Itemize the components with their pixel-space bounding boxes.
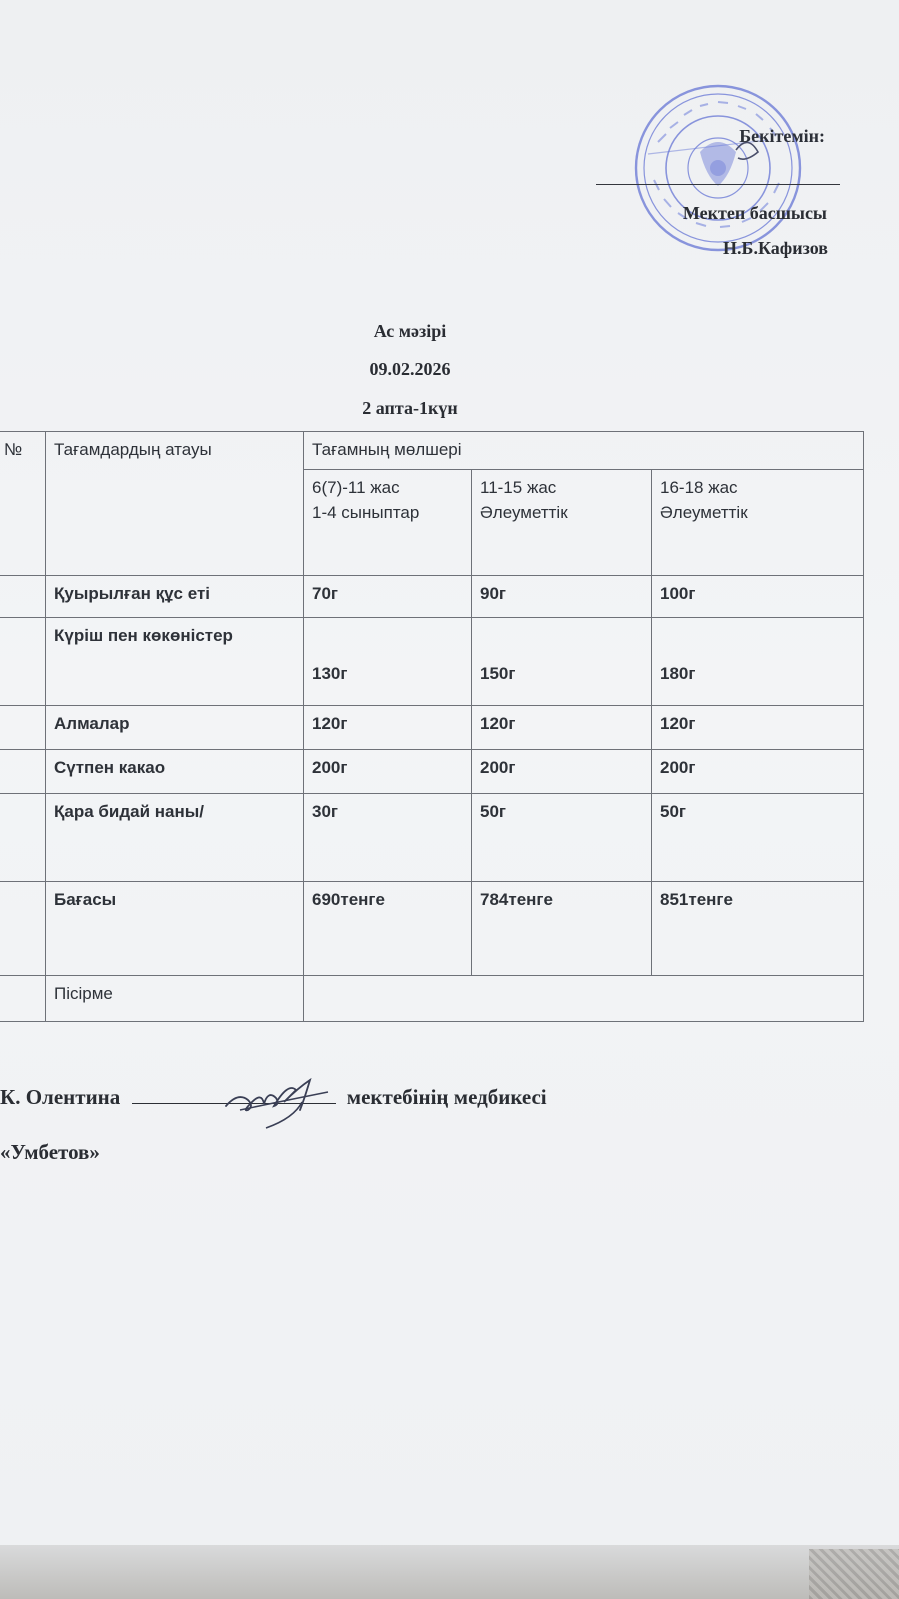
price-cell: 784тенге [472,882,652,976]
desk-texture [809,1549,899,1599]
row-number [0,794,46,882]
amount-cell: 90г [472,576,652,618]
director-name: Н.Б.Кафизов [723,238,828,258]
age-label: 6(7)-11 жас [312,478,400,497]
amount-cell: 50г [652,794,864,882]
dish-name: Алмалар [46,706,304,750]
amount-cell: 200г [472,750,652,794]
col-amount-header: Тағамның мөлшері [304,432,864,470]
amount-cell: 200г [304,750,472,794]
price-row [0,882,864,976]
amount-cell: 150г [472,618,652,706]
age-group-cell [304,470,472,576]
nurse-role: мектебінің медбикесі [346,1085,547,1109]
row-number [0,706,46,750]
amount-cell: 50г [472,794,652,882]
row-number [0,976,46,1022]
row-number [0,750,46,794]
approve-label: Бекітемін: [739,126,825,146]
amount-cell: 130г [304,618,472,706]
table-row [0,576,864,618]
dish-name: Қара бидай наны/ [46,794,304,882]
week-day: 2 апта-1күн [362,398,458,418]
col-dish-header: Тағамдардың атауы [46,432,304,576]
table-row [0,750,864,794]
cook-value [304,976,864,1022]
table-row [0,618,864,706]
age-note: 1-4 сыныптар [312,502,420,522]
age-label: 16-18 жас [660,478,738,497]
age-note: Әлеуметтік [480,502,568,522]
nurse-name: К. Олентина [0,1085,121,1109]
amount-cell: 30г [304,794,472,882]
age-label: 11-15 жас [480,478,557,497]
table-header-row [0,432,864,470]
amount-cell: 120г [652,706,864,750]
price-cell: 690тенге [304,882,472,976]
age-group-cell [472,470,652,576]
director-title: Мектеп басшысы [682,203,827,223]
page-title: Ас мәзірі [373,321,447,341]
nurse-signature [218,1062,338,1132]
menu-date: 09.02.2026 [369,359,451,379]
row-number [0,618,46,706]
cook-row [0,976,864,1022]
amount-cell: 70г [304,576,472,618]
desk-surface [0,1545,899,1599]
cook-label: Пісірме [46,976,304,1022]
amount-cell: 180г [652,618,864,706]
amount-cell: 200г [652,750,864,794]
dish-name: Сүтпен какао [46,750,304,794]
table-row [0,706,864,750]
school-stamp [618,82,826,252]
amount-cell: 120г [472,706,652,750]
director-signature-line [596,184,840,185]
row-number [0,882,46,976]
price-cell: 851тенге [652,882,864,976]
table-row [0,794,864,882]
amount-cell: 100г [652,576,864,618]
row-number [0,576,46,618]
col-no-header: № [0,432,46,576]
price-label: Бағасы [46,882,304,976]
amount-cell: 120г [304,706,472,750]
menu-table [0,431,864,1022]
age-note: Әлеуметтік [660,502,748,522]
dish-name: Күріш пен көкөністер [46,618,304,706]
school-name: «Умбетов» [0,1140,100,1164]
age-group-cell [652,470,864,576]
dish-name: Қуырылған құс еті [46,576,304,618]
